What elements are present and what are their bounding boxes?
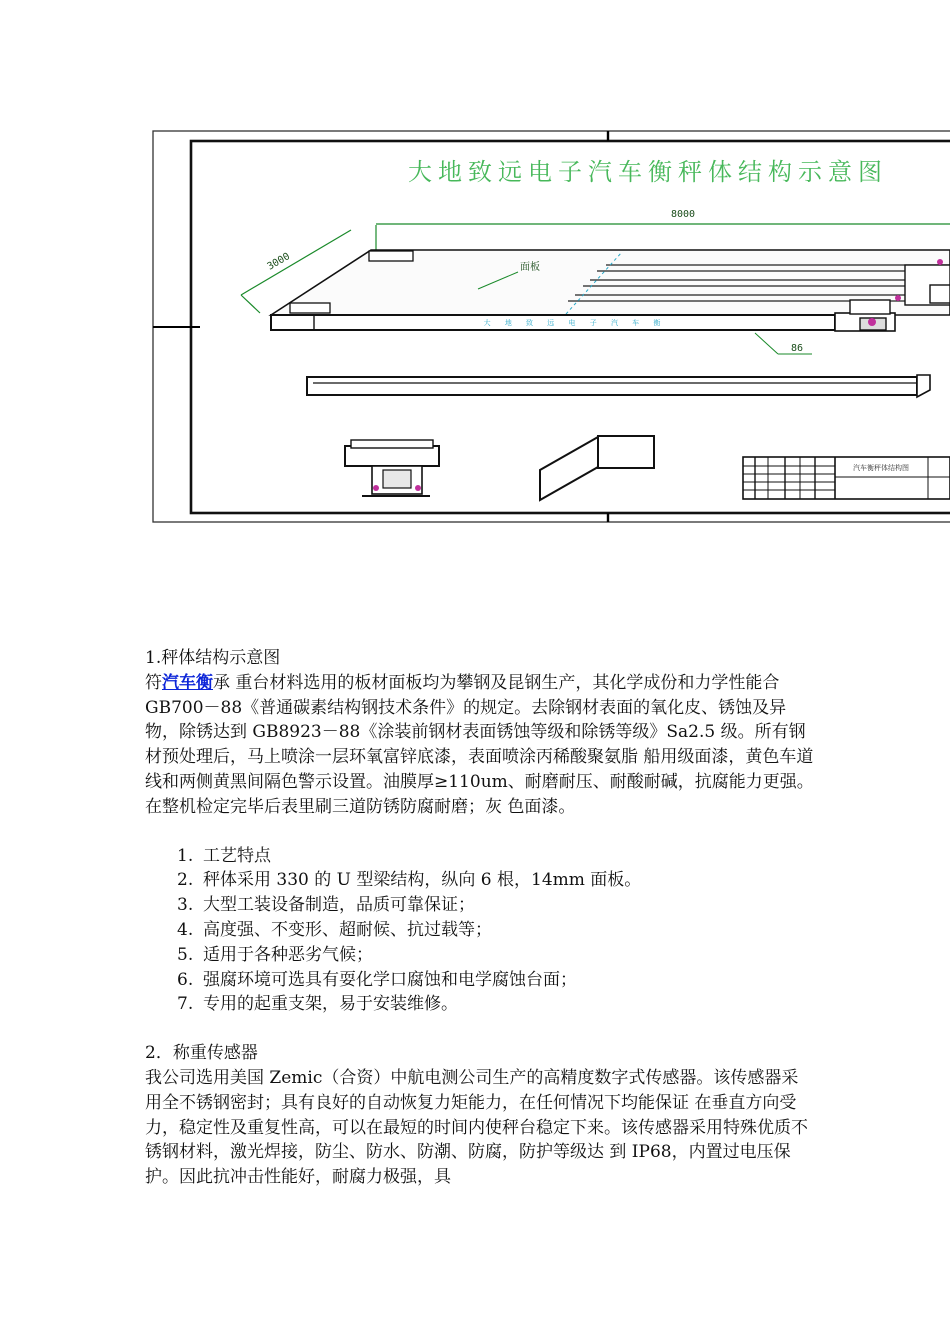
list-item-text: 秤体采用 330 的 U 型梁结构，纵向 6 根，14mm 面板。	[203, 870, 642, 891]
truck-scale-link[interactable]: 汽车衡	[162, 672, 213, 693]
list-item-text: 专用的起重支架，易于安装维修。	[203, 994, 458, 1015]
dimension-width-label: 3000	[265, 251, 292, 273]
section2-paragraph: 我公司选用美国 Zemic（合资）中航电测公司生产的高精度数字式传感器。该传感器采用全不锈钢密封；具有良好的自动恢复力矩能力，在任何情况下均能保证 在垂直方向受力，稳定性及重复性高，可以在最短的时间内使秤台稳定下来。该传感器采用特殊优质不锈钢材料，激光焊接，防尘、防水、防潮、防腐，防护等级达 到 IP68，内置过电压保护。因此抗冲击性能好，耐腐力极强，具	[145, 1067, 808, 1188]
load-cell-assembly	[345, 440, 439, 496]
list-item-number: 2.	[177, 870, 194, 891]
panel-label: 面板	[520, 262, 540, 273]
list-item-text: 大型工装设备制造，品质可靠保证；	[203, 895, 475, 916]
list-item-number: 6.	[177, 969, 194, 990]
section1-heading: 1.秤体结构示意图	[145, 648, 281, 668]
diagram-title: 大地致远电子汽车衡秤体结构示意图	[408, 158, 888, 186]
document-body	[145, 646, 815, 1190]
side-bracket	[540, 436, 654, 500]
platform-side-text: 大 地 致 远 电 子 汽 车 衡	[483, 319, 667, 327]
list-item	[177, 943, 815, 968]
section1-paragraph	[145, 671, 815, 820]
list-item-number: 7.	[177, 994, 194, 1015]
list-item-text: 强腐环境可选具有耍化学口腐蚀和电学腐蚀台面；	[203, 969, 577, 990]
list-item	[177, 893, 815, 918]
list-item	[177, 918, 815, 943]
para-body: 承 重台材料选用的板材面板均为攀钢及昆钢生产，其化学成份和力学性能合 GB700－88《普通碳素结构钢技术条件》的规定。去除钢材表面的氧化皮、锈蚀及异 物，除锈达到 GB8923－88《涂装前钢材表面锈蚀等级和除锈等级》Sa2.5 级。所有钢材预处理后，马上喷涂一层环氧富锌底漆，表面喷涂丙稀酸聚氨脂 船用级面漆，黄色车道线和两侧黄黑间隔色警示设置。油膜厚≥110um、耐磨耐压、耐酸耐碱，抗腐能力更强。在整机检定完毕后表里刷三道防锈防腐耐磨；灰 色面漆。	[145, 672, 814, 817]
list-item-text: 工艺特点	[203, 845, 271, 866]
list-item-number: 4.	[177, 919, 194, 940]
dimension-side-label: 86	[790, 343, 804, 354]
dimension-length-label: 8000	[670, 209, 696, 220]
list-item-number: 5.	[177, 944, 194, 965]
para-prefix: 符	[145, 672, 162, 693]
list-item	[177, 992, 815, 1017]
features-list	[145, 844, 815, 1018]
length-dimension	[376, 209, 950, 251]
title-block-label: 汽车衡秤体结构图	[853, 464, 909, 472]
list-item	[177, 844, 815, 869]
title-block	[743, 457, 950, 499]
side-dimension	[755, 333, 812, 354]
list-item	[177, 968, 815, 993]
list-item	[177, 868, 815, 893]
weighbridge-structure-diagram	[0, 0, 950, 560]
list-item-text: 高度强、不变形、超耐候、抗过载等；	[203, 919, 492, 940]
platform-deck	[271, 250, 950, 315]
list-item-number: 1.	[177, 845, 194, 866]
list-item-number: 3.	[177, 895, 194, 916]
u-beam-long	[307, 375, 930, 397]
platform-front	[271, 315, 835, 330]
list-item-text: 适用于各种恶劣气候；	[203, 944, 373, 965]
section2-heading: 2．称重传感器	[145, 1043, 258, 1064]
